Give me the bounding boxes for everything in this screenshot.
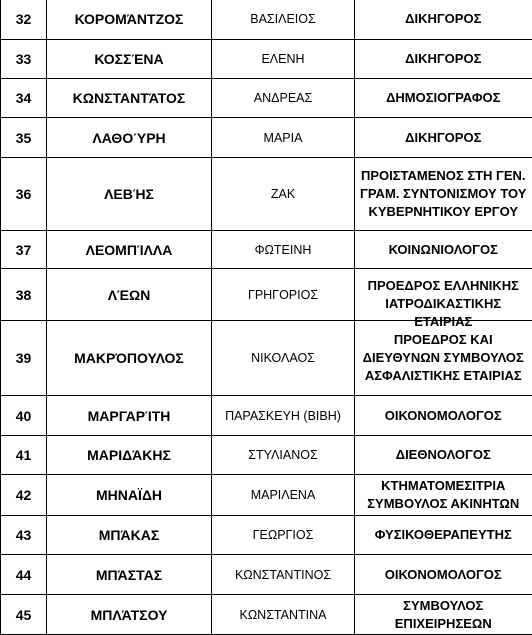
surname-cell: ΚΟΣΣΈΝΑ bbox=[47, 40, 212, 79]
first-name-cell: ΠΑΡΑΣΚΕΥΗ (ΒΙΒΗ) bbox=[212, 396, 355, 436]
table-row bbox=[1, 269, 532, 321]
profession-text: ΔΗΜΟΣΙΟΓΡΑΦΟΣ bbox=[386, 90, 501, 105]
profession-text: ΔΙΕΘΝΟΛΟΓΟΣ bbox=[395, 447, 491, 462]
profession-text: ΟΙΚΟΝΟΜΟΛΟΓΟΣ bbox=[384, 407, 502, 423]
row-number: 39 bbox=[1, 321, 47, 396]
surname-cell: ΜΠΛΆΤΣΟΥ bbox=[47, 595, 212, 635]
profession-cell bbox=[355, 269, 532, 329]
table-row bbox=[1, 231, 532, 269]
profession-text: ΚΟΙΝΩΝΙΟΛΟΓΟΣ bbox=[388, 241, 498, 257]
profession-text: ΠΡΟΕΔΡΟΣ ΚΑΙ ΔΙΕΥΘΥΝΩΝ ΣΥΜΒΟΥΛΟΣ ΑΣΦΑΛΙΣΤΙΚΗΣ ΕΤΑΙΡΙΑΣ bbox=[362, 332, 524, 383]
first-name-cell: ΚΩΝΣΤΑΝΤΙΝΑ bbox=[212, 595, 355, 635]
row-number: 41 bbox=[1, 436, 47, 475]
table-row bbox=[1, 158, 532, 231]
table-row bbox=[1, 118, 532, 158]
surname-cell: ΜΗΝΑΪΔΗ bbox=[47, 475, 212, 516]
first-name-cell: ΣΤΥΛΙΑΝΟΣ bbox=[212, 436, 355, 475]
row-number: 32 bbox=[1, 0, 47, 40]
row-number: 34 bbox=[1, 79, 47, 118]
profession-cell bbox=[355, 0, 532, 40]
first-name-cell: ΓΕΩΡΓΙΟΣ bbox=[212, 516, 355, 555]
row-number: 35 bbox=[1, 118, 47, 158]
profession-cell bbox=[355, 321, 532, 396]
profession-cell bbox=[355, 595, 532, 635]
surname-cell: ΚΟΡΟΜΆΝΤΖΟΣ bbox=[47, 0, 212, 40]
surname-cell: ΜΑΡΓΑΡΊΤΗ bbox=[47, 396, 212, 436]
surname-cell: ΜΠΆΣΤΑΣ bbox=[47, 555, 212, 595]
profession-cell bbox=[355, 40, 532, 79]
table-row bbox=[1, 321, 532, 396]
profession-text: ΔΙΚΗΓΟΡΟΣ bbox=[405, 51, 482, 66]
row-number: 38 bbox=[1, 269, 47, 321]
table-row bbox=[1, 396, 532, 436]
table-row bbox=[1, 0, 532, 40]
profession-text: ΟΙΚΟΝΟΜΟΛΟΓΟΣ bbox=[384, 566, 502, 582]
first-name-cell: ΓΡΗΓΟΡΙΟΣ bbox=[212, 269, 355, 321]
table-row bbox=[1, 436, 532, 475]
surname-cell: ΛΈΩΝ bbox=[47, 269, 212, 321]
first-name-cell: ΚΩΝΣΤΑΝΤΙΝΟΣ bbox=[212, 555, 355, 595]
table-row bbox=[1, 595, 532, 635]
profession-text: ΦΥΣΙΚΟΘΕΡΑΠΕΥΤΗΣ bbox=[374, 527, 512, 542]
first-name-cell: ΝΙΚΟΛΑΟΣ bbox=[212, 321, 355, 396]
surname-cell: ΛΑΘΟΎΡΗ bbox=[47, 118, 212, 158]
row-number: 36 bbox=[1, 158, 47, 231]
profession-text: ΠΡΟΕΔΡΟΣ ΕΛΛΗΝΙΚΗΣ ΙΑΤΡΟΔΙΚΑΣΤΙΚΗΣ ΕΤΑΙΡΙΑΣ bbox=[367, 277, 519, 329]
first-name-cell: ΕΛΕΝΗ bbox=[212, 40, 355, 79]
first-name-cell: ΒΑΣΙΛΕΙΟΣ bbox=[212, 0, 355, 40]
surname-cell: ΜΑΚΡΌΠΟΥΛΟΣ bbox=[47, 321, 212, 396]
profession-cell bbox=[355, 436, 532, 475]
surname-cell: ΜΠΆΚΑΣ bbox=[47, 516, 212, 555]
members-table-body bbox=[1, 0, 532, 635]
surname-cell: ΛΕΒΉΣ bbox=[47, 158, 212, 231]
profession-cell bbox=[355, 475, 532, 516]
table-row bbox=[1, 555, 532, 595]
profession-cell bbox=[355, 79, 532, 118]
surname-cell: ΛΕΟΜΠΊΛΛΑ bbox=[47, 231, 212, 269]
profession-cell bbox=[355, 516, 532, 555]
surname-cell: ΜΑΡΙΔΆΚΗΣ bbox=[47, 436, 212, 475]
first-name-cell: ΜΑΡΙΛΕΝΑ bbox=[212, 475, 355, 516]
profession-cell bbox=[355, 118, 532, 158]
row-number: 33 bbox=[1, 40, 47, 79]
profession-text: ΠΡΟΙΣΤΑΜΕΝΟΣ ΣΤΗ ΓΕΝ. ΓΡΑΜ. ΣΥΝΤΟΝΙΣΜΟΥ ΤΟΥ ΚΥΒΕΡΝΗΤΙΚΟΥ ΕΡΓΟΥ bbox=[360, 168, 527, 219]
profession-cell bbox=[355, 231, 532, 269]
table-row bbox=[1, 475, 532, 516]
profession-cell bbox=[355, 158, 532, 231]
table-row bbox=[1, 40, 532, 79]
surname-cell: ΚΩΝΣΤΑΝΤΆΤΟΣ bbox=[47, 79, 212, 118]
profession-text: ΚΤΗΜΑΤΟΜΕΣΙΤΡΙΑ ΣΥΜΒΟΥΛΟΣ ΑΚΙΝΗΤΩΝ bbox=[367, 478, 520, 511]
row-number: 40 bbox=[1, 396, 47, 436]
table-row bbox=[1, 79, 532, 118]
row-number: 45 bbox=[1, 595, 47, 635]
first-name-cell: ΖΑΚ bbox=[212, 158, 355, 231]
first-name-cell: ΜΑΡΙΑ bbox=[212, 118, 355, 158]
row-number: 37 bbox=[1, 231, 47, 269]
first-name-cell: ΦΩΤΕΙΝΗ bbox=[212, 231, 355, 269]
row-number: 44 bbox=[1, 555, 47, 595]
profession-cell bbox=[355, 555, 532, 595]
profession-text: ΣΥΜΒΟΥΛΟΣ ΕΠΙΧΕΙΡΗΣΕΩΝ bbox=[394, 597, 492, 631]
first-name-cell: ΑΝΔΡΕΑΣ bbox=[212, 79, 355, 118]
row-number: 42 bbox=[1, 475, 47, 516]
table-row bbox=[1, 516, 532, 555]
profession-text: ΔΙΚΗΓΟΡΟΣ bbox=[405, 11, 482, 26]
profession-cell bbox=[355, 396, 532, 436]
profession-text: ΔΙΚΗΓΟΡΟΣ bbox=[405, 129, 482, 145]
row-number: 43 bbox=[1, 516, 47, 555]
